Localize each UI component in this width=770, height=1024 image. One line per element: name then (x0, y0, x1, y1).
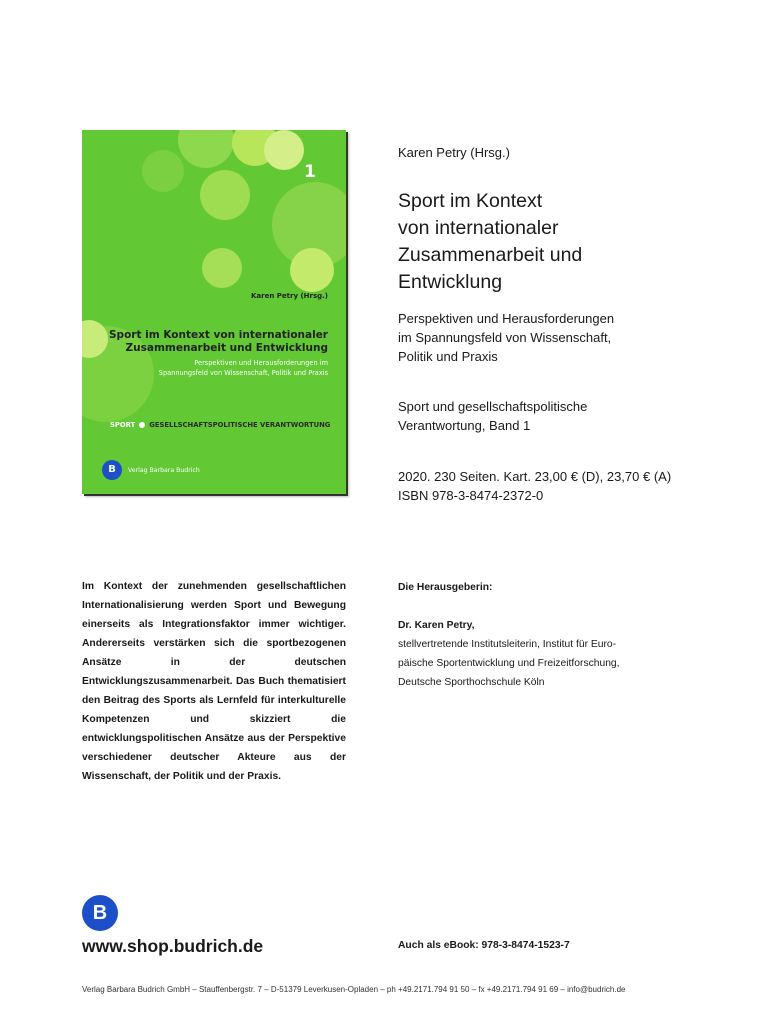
book-cover (82, 130, 346, 494)
cover-title-line: Zusammenarbeit und Entwicklung (125, 342, 328, 354)
series-dot-icon (139, 422, 145, 428)
editor-info (398, 578, 620, 692)
cover-author: Karen Petry (Hrsg.) (251, 292, 328, 300)
editor-bio-line: stellvertretende Institutsleiterin, Institut für Euro- (398, 639, 617, 650)
cover-title (98, 329, 328, 355)
cover-subtitle-line: Perspektiven und Herausforderungen im (194, 359, 328, 367)
book-publication-info (398, 467, 671, 505)
editor-bio-line: Deutsche Sporthochschule Köln (398, 677, 545, 688)
book-subtitle-line: im Spannungsfeld von Wissenschaft, (398, 330, 612, 345)
book-subtitle-line: Perspektiven und Herausforderungen (398, 311, 615, 326)
editor-name: Dr. Karen Petry, (398, 620, 475, 631)
book-series (398, 397, 587, 435)
cover-series (110, 421, 330, 429)
editor-bio-line: päische Sportentwicklung und Freizeitforschung, (398, 658, 620, 669)
budrich-logo-icon: B (102, 460, 122, 480)
publisher-address: Verlag Barbara Budrich GmbH – Stauffenbergstr. 7 – D-51379 Leverkusen-Opladen – ph +49.2171.794 91 50 – fx +49.2171.794 91 69 – info@budrich.de (82, 985, 626, 994)
book-author: Karen Petry (Hrsg.) (398, 145, 510, 160)
shop-link[interactable]: www.shop.budrich.de (82, 936, 264, 956)
budrich-logo-icon: B (82, 895, 118, 931)
book-price-line: 2020. 230 Seiten. Kart. 23,00 € (D), 23,70 € (A) (398, 469, 672, 484)
cover-series-name: GESELLSCHAFTSPOLITISCHE VERANTWORTUNG (149, 421, 331, 429)
book-title-line: von internationaler (398, 217, 559, 239)
cover-circle (200, 170, 250, 220)
cover-publisher: Verlag Barbara Budrich (128, 467, 200, 474)
book-subtitle (398, 309, 614, 366)
cover-subtitle-line: Spannungsfeld von Wissenschaft, Politik und Praxis (158, 369, 328, 377)
book-isbn: ISBN 978-3-8474-2372-0 (398, 488, 544, 503)
book-title (398, 188, 582, 296)
ebook-isbn: Auch als eBook: 978-3-8474-1523-7 (398, 940, 570, 951)
book-title-line: Sport im Kontext (398, 190, 543, 212)
cover-circle (202, 248, 242, 288)
cover-subtitle (98, 358, 328, 378)
cover-circle (178, 130, 234, 168)
cover-title-line: Sport im Kontext von internationaler (108, 329, 328, 341)
cover-circle (290, 248, 334, 292)
cover-series-sport: SPORT (110, 421, 136, 429)
editor-label: Die Herausgeberin: (398, 582, 493, 593)
book-subtitle-line: Politik und Praxis (398, 349, 498, 364)
cover-circle (142, 150, 184, 192)
book-series-line: Verantwortung, Band 1 (398, 418, 531, 433)
book-series-line: Sport und gesellschaftspolitische (398, 399, 588, 414)
book-description: Im Kontext der zunehmenden gesellschaftlichen Internationalisierung werden Sport und Bewegung einerseits als Integrationsfaktor immer wichtiger. Andererseits verstärken sich die sportbezogenen Ansätze in der deutschen Entwicklungszusammenarbeit. Das Buch thematisiert den Beitrag des Sports als Lernfeld für interkulturelle Kompetenzen und skizziert die entwicklungspolitischen Ansätze aus der Perspektive verschiedener deutscher Akteure aus der Wissenschaft, der Politik und der Praxis. (82, 581, 346, 782)
cover-volume-number: 1 (304, 162, 316, 182)
book-title-line: Zusammenarbeit und (398, 244, 583, 266)
cover-circle (264, 130, 304, 170)
book-title-line: Entwicklung (398, 271, 503, 293)
